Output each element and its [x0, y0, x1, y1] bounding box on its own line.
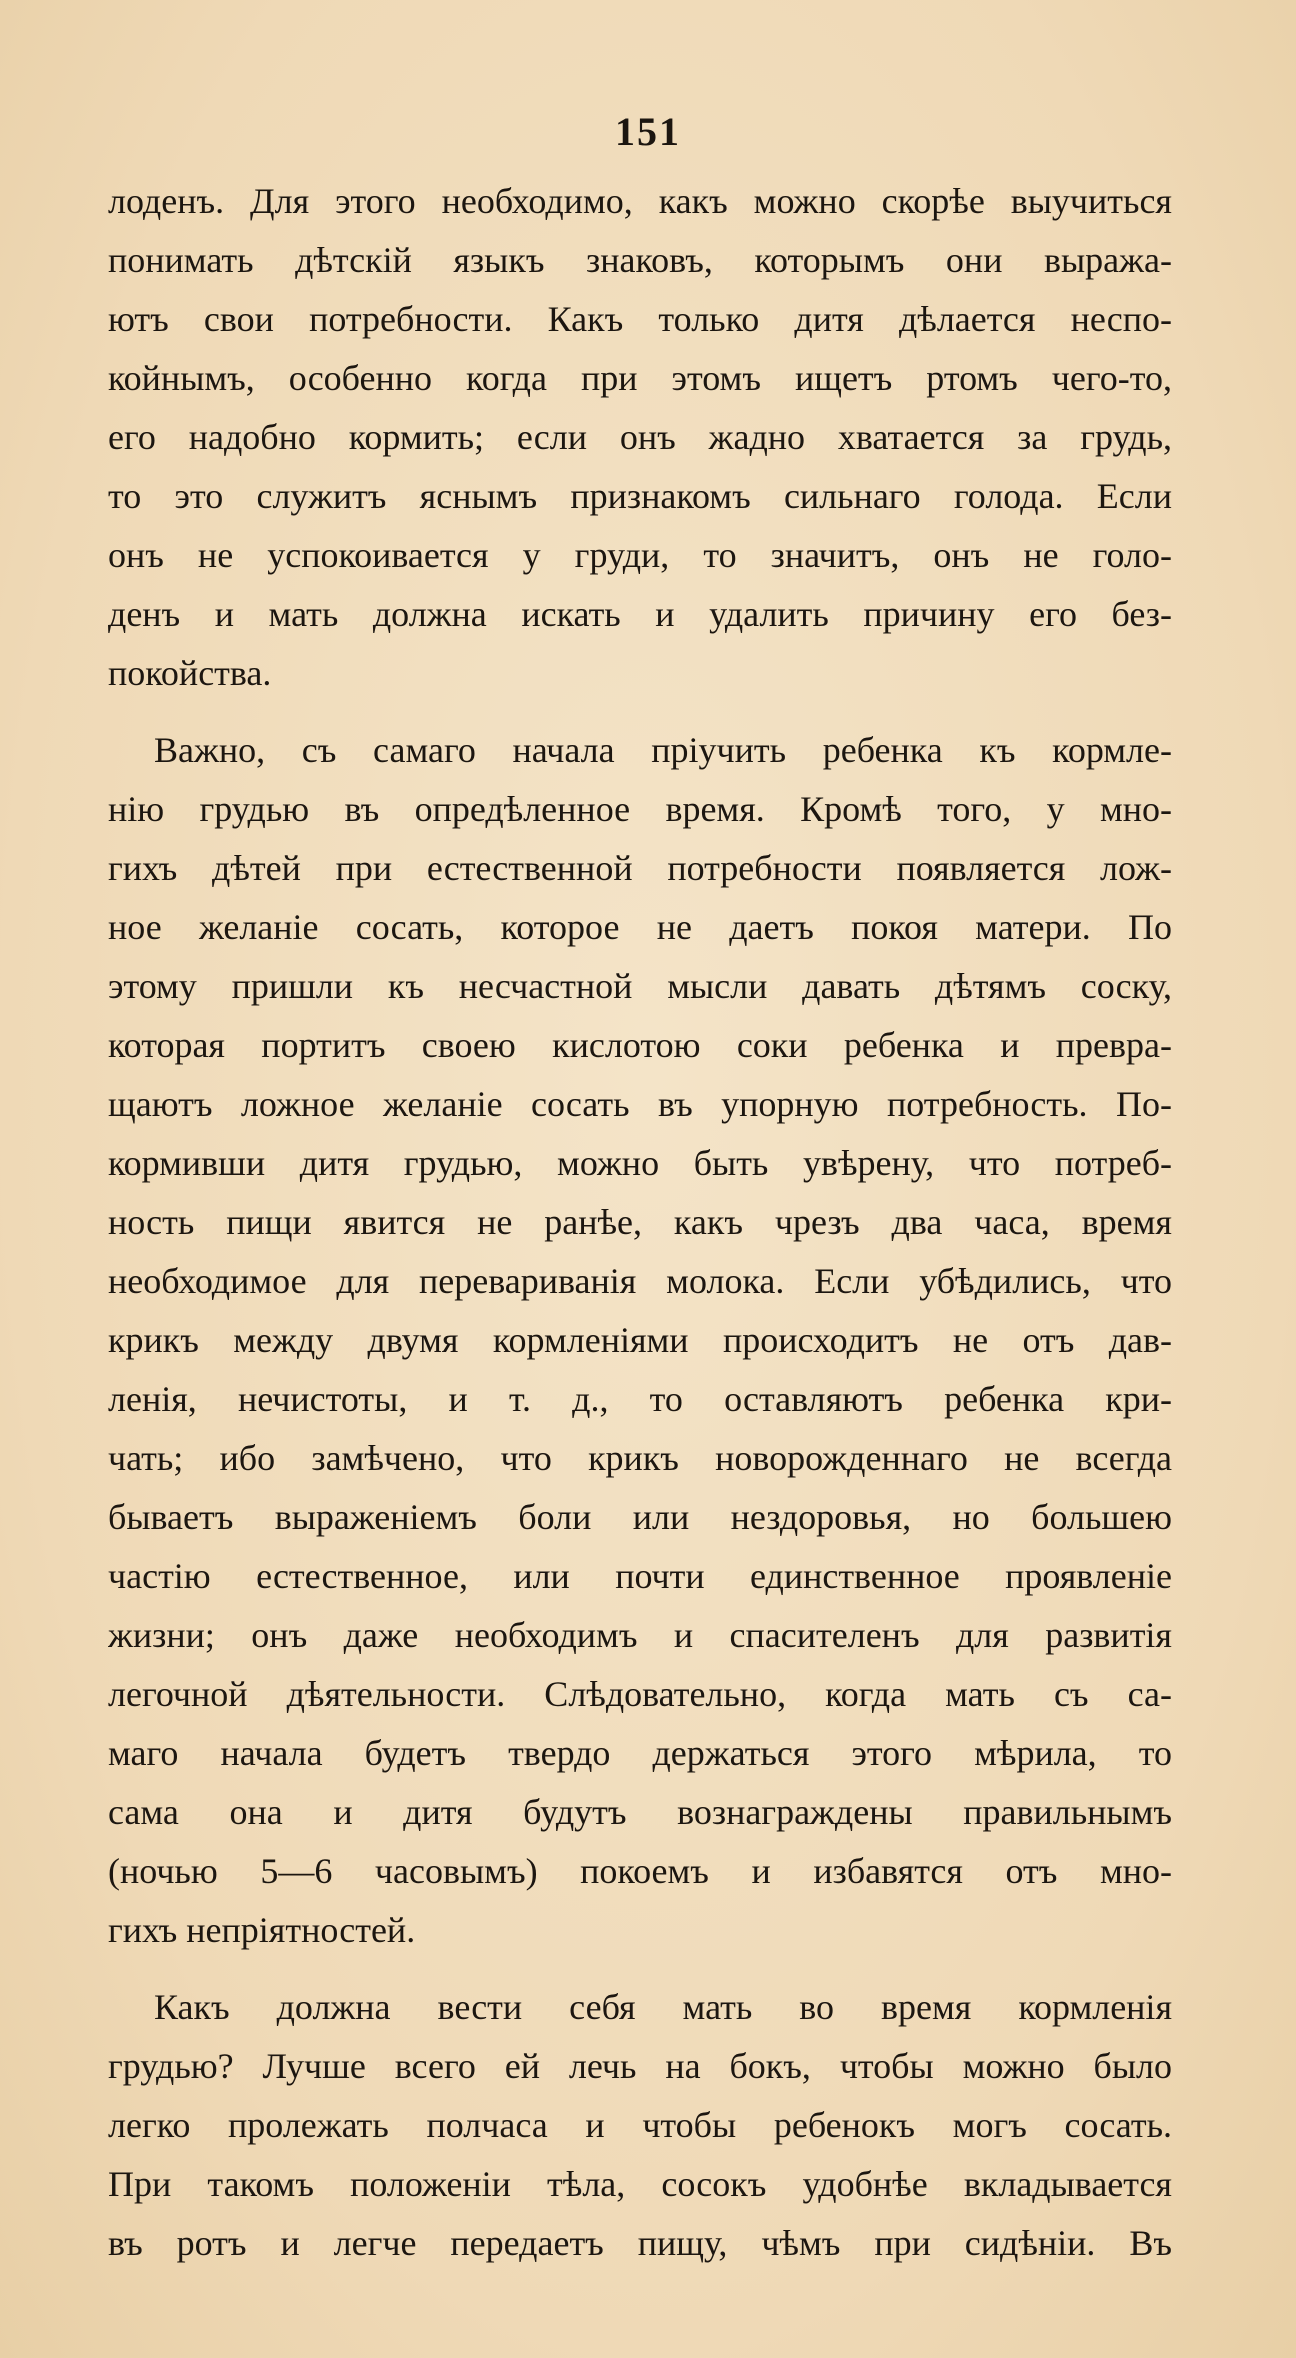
text-line: въ ротъ и легче передаетъ пищу, чѣмъ при сидѣніи. Въ	[108, 2223, 1172, 2263]
text-line: покойства.	[108, 653, 272, 693]
paragraph-gap	[108, 1960, 1172, 1978]
text-line: нію грудью въ опредѣленное время. Кромѣ того, у мно-	[108, 789, 1172, 829]
text-line: сама она и дитя будутъ вознаграждены правильнымъ	[108, 1792, 1172, 1832]
text-line: грудью? Лучше всего ей лечь на бокъ, чтобы можно было	[108, 2046, 1172, 2086]
body-text	[108, 172, 1172, 2273]
text-line: маго начала будетъ твердо держаться этого мѣрила, то	[108, 1733, 1172, 1773]
paragraph-2	[108, 721, 1172, 1960]
text-line: необходимое для перевариванія молока. Если убѣдились, что	[108, 1261, 1172, 1301]
text-line: (ночью 5—6 часовымъ) покоемъ и избавятся отъ мно-	[108, 1851, 1172, 1891]
text-line: крикъ между двумя кормленіями происходитъ не отъ дав-	[108, 1320, 1172, 1360]
text-line: легко пролежать полчаса и чтобы ребенокъ могъ сосать.	[108, 2105, 1172, 2145]
text-line: гихъ дѣтей при естественной потребности появляется лож-	[108, 848, 1172, 888]
text-line: легочной дѣятельности. Слѣдовательно, когда мать съ са-	[108, 1674, 1172, 1714]
text-line: Какъ должна вести себя мать во время кормленія	[154, 1987, 1172, 2027]
page-number: 151	[615, 109, 681, 154]
text-line: ное желаніе сосать, которое не даетъ покоя матери. По	[108, 907, 1172, 947]
text-line: чать; ибо замѣчено, что крикъ новорожденнаго не всегда	[108, 1438, 1172, 1478]
text-line: ность пищи явится не ранѣе, какъ чрезъ два часа, время	[108, 1202, 1172, 1242]
text-line: бываетъ выраженіемъ боли или нездоровья, но большею	[108, 1497, 1172, 1537]
text-line: При такомъ положеніи тѣла, сосокъ удобнѣе вкладывается	[108, 2164, 1172, 2204]
text-line: онъ не успокоивается у груди, то значитъ, онъ не голо-	[108, 535, 1172, 575]
text-line: понимать дѣтскій языкъ знаковъ, которымъ они выража-	[108, 240, 1172, 280]
text-line: ютъ свои потребности. Какъ только дитя дѣлается неспо-	[108, 299, 1172, 339]
text-line: частію естественное, или почти единственное проявленіе	[108, 1556, 1172, 1596]
text-line: койнымъ, особенно когда при этомъ ищетъ ртомъ чего-то,	[108, 358, 1172, 398]
text-line: Важно, съ самаго начала пріучить ребенка къ кормле-	[154, 730, 1172, 770]
text-line: ленія, нечистоты, и т. д., то оставляютъ ребенка кри-	[108, 1379, 1172, 1419]
paragraph-1	[108, 172, 1172, 703]
text-line: его надобно кормить; если онъ жадно хватается за грудь,	[108, 417, 1172, 457]
text-line: лоденъ. Для этого необходимо, какъ можно скорѣе выучиться	[108, 181, 1172, 221]
text-line: которая портитъ своею кислотою соки ребенка и превра-	[108, 1025, 1172, 1065]
text-line: этому пришли къ несчастной мысли давать дѣтямъ соску,	[108, 966, 1172, 1006]
paragraph-gap	[108, 703, 1172, 721]
text-line: кормивши дитя грудью, можно быть увѣрену, что потреб-	[108, 1143, 1172, 1183]
text-line: щаютъ ложное желаніе сосать въ упорную потребность. По-	[108, 1084, 1172, 1124]
paragraph-3	[108, 1978, 1172, 2273]
text-line: денъ и мать должна искать и удалить причину его без-	[108, 594, 1172, 634]
text-line: жизни; онъ даже необходимъ и спасителенъ для развитія	[108, 1615, 1172, 1655]
text-line: то это служитъ яснымъ признакомъ сильнаго голода. Если	[108, 476, 1172, 516]
text-line: гихъ непріятностей.	[108, 1910, 416, 1950]
